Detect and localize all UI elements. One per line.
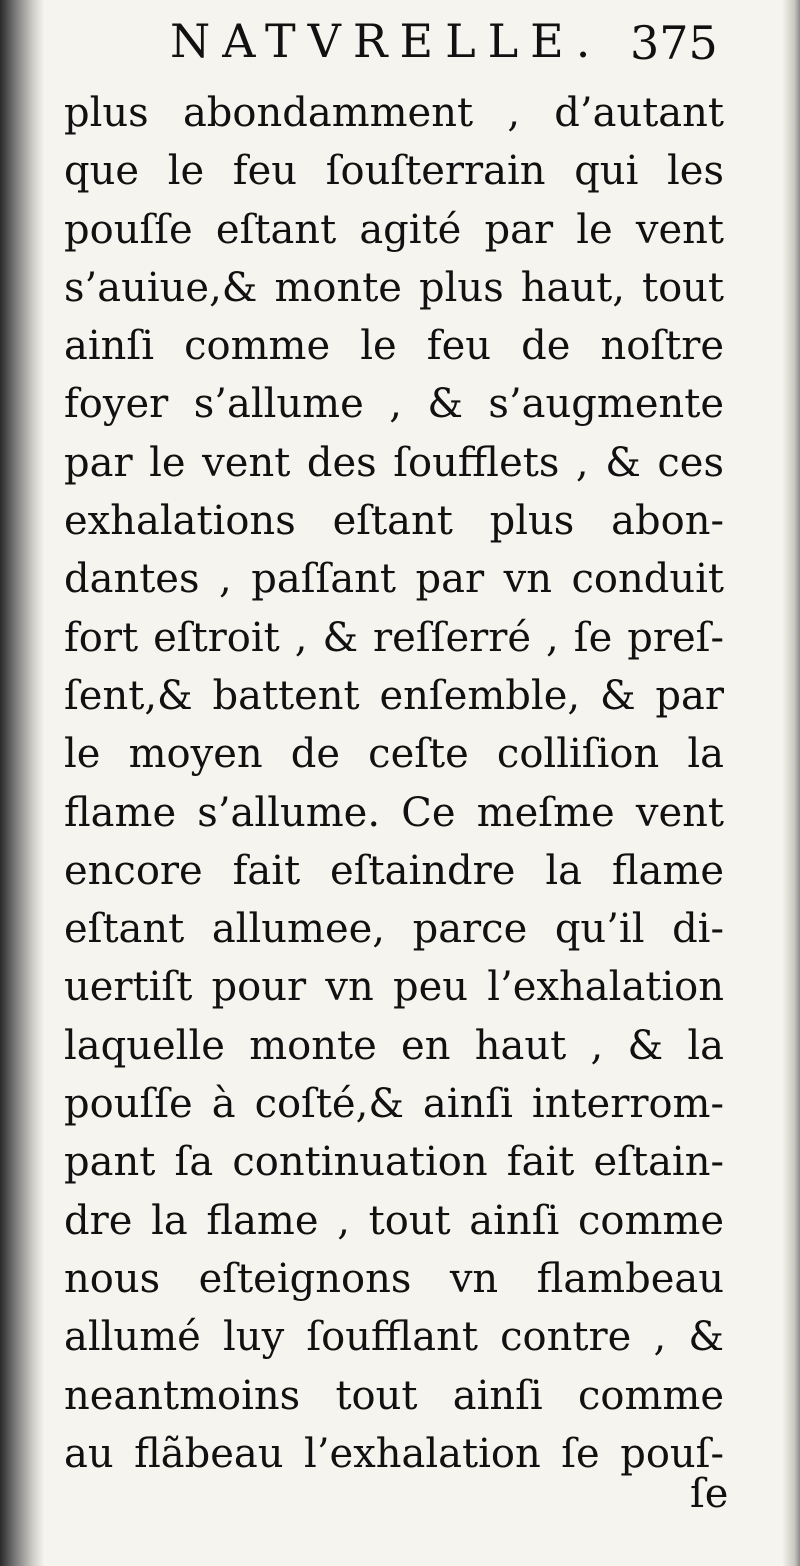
- text-line: le moyen de ceſte colliſion la: [64, 731, 724, 778]
- text-line: pouſſe à coſté,& ainſi interrom-: [64, 1081, 724, 1128]
- page-number: 375: [630, 16, 718, 70]
- text-line: foyer s’allume , & s’augmente: [64, 381, 724, 428]
- catchword: ſe: [690, 1471, 729, 1517]
- text-line: pant ſa continuation fait eſtain-: [64, 1139, 724, 1186]
- text-line: eſtant allumee, parce qu’il di-: [64, 906, 724, 953]
- text-line: que le feu ſouſterrain qui les: [64, 148, 724, 195]
- text-line: ſent,& battent enſemble, & par: [64, 672, 724, 719]
- text-line: s’auiue,& monte plus haut, tout: [64, 264, 724, 311]
- text-line: flame s’allume. Ce meſme vent: [64, 789, 724, 836]
- text-line: nous eſteignons vn flambeau: [64, 1255, 724, 1302]
- text-line: pouſſe eſtant agité par le vent: [64, 206, 724, 253]
- text-line: exhalations eſtant plus abon-: [64, 498, 724, 545]
- page-edge: [782, 0, 800, 1566]
- text-line: dre la flame , tout ainſi comme: [64, 1197, 724, 1244]
- text-line: ainſi comme le feu de noſtre: [64, 323, 724, 370]
- text-line: uertiſt pour vn peu l’exhalation: [64, 964, 724, 1011]
- binding-gutter: [0, 0, 44, 1566]
- text-line: neantmoins tout ainſi comme: [64, 1372, 724, 1419]
- text-line: encore fait eſtaindre la flame: [64, 847, 724, 894]
- text-line: fort eſtroit , & reſſerré , ſe preſ-: [64, 614, 724, 661]
- text-line: plus abondamment , d’autant: [64, 90, 724, 136]
- text-line: dantes , paſſant par vn conduit: [64, 556, 724, 603]
- text-line: laquelle monte en haut , & la: [64, 1022, 724, 1069]
- running-head: NATVRELLE.: [170, 14, 603, 68]
- text-line: au flãbeau l’exhalation ſe pouſ-: [64, 1430, 724, 1477]
- text-line: par le vent des ſoufflets , & ces: [64, 439, 724, 486]
- text-line: allumé luy ſoufflant contre , &: [64, 1314, 724, 1361]
- body-text: [64, 84, 724, 1483]
